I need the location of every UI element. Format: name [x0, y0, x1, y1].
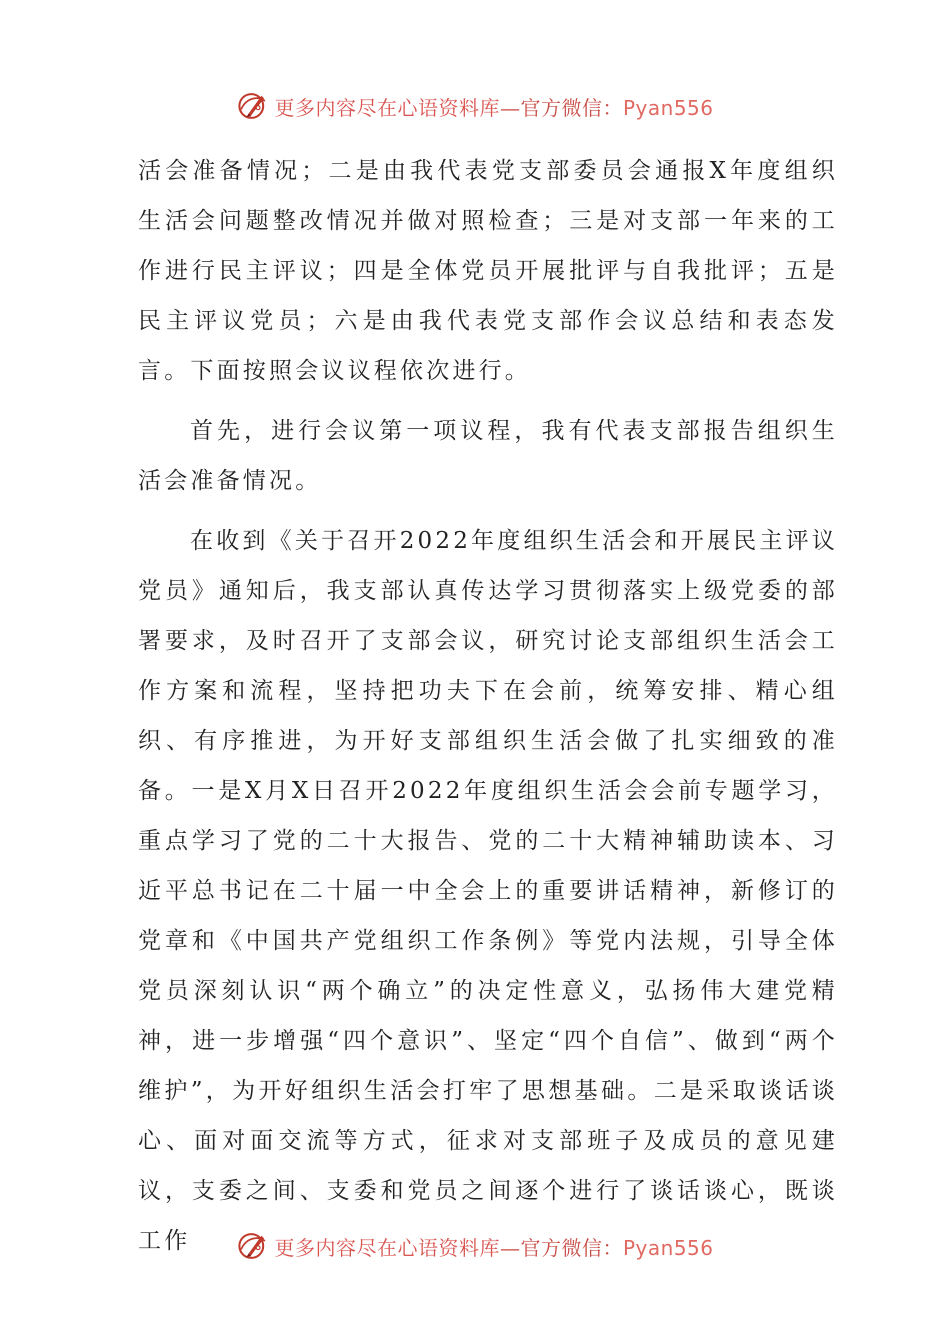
- header-watermark-prefix: 更多内容尽在心语资料库: [274, 95, 500, 120]
- footer-watermark-wechat-id: Pyan556: [622, 1235, 714, 1260]
- body-paragraph-preparation-report: 在收到《关于召开2022年度组织生活会和开展民主评议党员》通知后，我支部认真传达学习贯彻落实上级党委的部署要求，及时召开了支部会议，研究讨论支部组织生活会工作方案和流程，坚持把功夫下在会前，统筹安排、精心组织、有序推进，为开好支部组织生活会做了扎实细致的准备。一是X月X日召开2022年度组织生活会会前专题学习，重点学习了党的二十大报告、党的二十大精神辅助读本、习近平总书记在二十届一中全会上的重要讲话精神，新修订的党章和《中国共产党组织工作条例》等党内法规，引导全体党员深刻认识“两个确立”的决定性意义，弘扬伟大建党精神，进一步增强“四个意识”、坚定“四个自信”、做到“两个维护”，为开好组织生活会打牢了思想基础。二是采取谈话谈心、面对面交流等方式，征求对支部班子及成员的意见建议，支委之间、支委和党员之间逐个进行了谈话谈心，既谈工作: [138, 528, 838, 1254]
- pen-nib-logo-icon: [236, 89, 270, 123]
- header-watermark-dash: —: [499, 95, 521, 120]
- footer-watermark-banner: [0, 1226, 950, 1266]
- header-watermark-banner: [0, 86, 950, 126]
- header-watermark-wechat-label: 官方微信：: [520, 95, 623, 120]
- footer-watermark-text: [274, 1232, 713, 1261]
- footer-watermark-dash: —: [499, 1235, 521, 1260]
- pen-nib-logo-icon: [236, 1229, 270, 1263]
- document-body: [138, 146, 838, 1276]
- header-watermark-text: [274, 92, 713, 121]
- footer-watermark-wechat-label: 官方微信：: [520, 1235, 623, 1260]
- footer-watermark-prefix: 更多内容尽在心语资料库: [274, 1235, 500, 1260]
- body-paragraph-continuation: 活会准备情况；二是由我代表党支部委员会通报X年度组织生活会问题整改情况并做对照检查；三是对支部一年来的工作进行民主评议；四是全体党员开展批评与自我批评；五是民主评议党员；六是由我代表党支部作会议总结和表态发言。下面按照会议议程依次进行。: [138, 158, 838, 384]
- body-paragraph-agenda-item-one: 首先，进行会议第一项议程，我有代表支部报告组织生活会准备情况。: [138, 418, 838, 494]
- header-watermark-wechat-id: Pyan556: [622, 95, 714, 120]
